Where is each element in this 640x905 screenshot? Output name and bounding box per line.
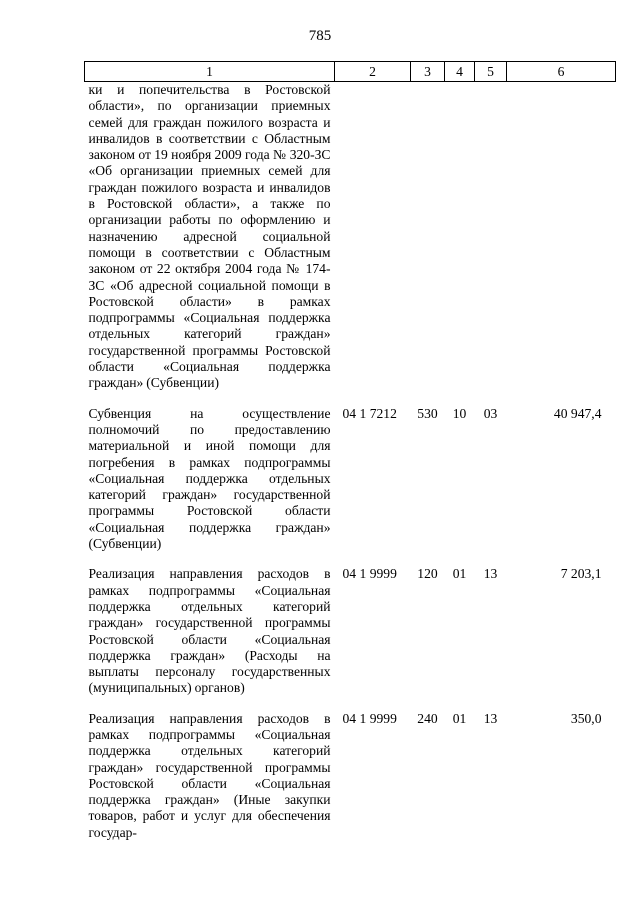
- amount: 40 947,4: [553, 405, 602, 421]
- table-row: [85, 711, 616, 841]
- amount: [507, 82, 616, 392]
- target-article-code: [335, 82, 411, 392]
- table-header-row: [85, 62, 616, 82]
- amount: 7 203,1: [560, 566, 602, 582]
- column-header: 6: [507, 62, 616, 82]
- section-code: [445, 82, 475, 392]
- target-article-code: 04 1 9999: [342, 710, 397, 726]
- subsection-code: 03: [483, 405, 498, 421]
- amount: 350,0: [570, 710, 602, 726]
- row-description: Субвенция на осуществление полномочий по предоставлению материальной и иной помощи для погребения в рамках подпрограммы «Социальная поддержка отдельных категорий граждан» государственной программы Ростовской области «Социальная поддержка граждан» (Субвенции): [88, 405, 331, 552]
- target-article-code: 04 1 7212: [342, 405, 397, 421]
- column-header: 2: [335, 62, 411, 82]
- page-number: 785: [308, 28, 332, 44]
- section-code: 01: [452, 710, 467, 726]
- subsection-code: 13: [483, 566, 498, 582]
- section-code: 10: [452, 405, 467, 421]
- column-header: 1: [85, 62, 335, 82]
- budget-table: [84, 61, 616, 841]
- target-article-code: 04 1 9999: [342, 566, 397, 582]
- subsection-code: 13: [483, 710, 498, 726]
- column-header: 3: [411, 62, 445, 82]
- expense-type-code: 240: [417, 710, 438, 726]
- expense-type-code: [411, 82, 445, 392]
- column-header: 4: [445, 62, 475, 82]
- section-code: 01: [452, 566, 467, 582]
- expense-type-code: 530: [417, 405, 438, 421]
- row-spacer: [85, 697, 616, 711]
- row-description: Реализация направления расходов в рамках подпрограммы «Социальная поддержка отдельных категорий граждан» государственной программы Ростовской области «Социальная поддержка граждан» (Расходы на выплаты персоналу государственных (муниципальных) органов): [88, 566, 331, 696]
- row-description: Реализация направления расходов в рамках подпрограммы «Социальная поддержка отдельных категорий граждан» государственной программы Ростовской области «Социальная поддержка граждан» (Иные закупки товаров, работ и услуг для обеспечения государ-: [88, 710, 331, 840]
- column-header: 5: [475, 62, 507, 82]
- row-description: ки и попечительства в Ростовской области», по организации приемных семей для граждан пожилого возраста и инвалидов в соответствии с Областным законом от 19 ноября 2009 года № 320-ЗС «Об организации приемных семей для граждан пожилого возраста и инвалидов в Ростовской области», а также по организации работы по оформлению и назначению адресной социальной помощи в соответствии с Областным законом от 22 октября 2004 года № 174-ЗС «Об адресной социальной помощи в Ростовской области» в рамках подпрограммы «Социальная поддержка отдельных категорий граждан» государственной программы Ростовской области «Социальная поддержка граждан» (Субвенции): [88, 82, 331, 391]
- table-row: [85, 566, 616, 696]
- table-row: [85, 406, 616, 553]
- expense-type-code: 120: [417, 566, 438, 582]
- row-spacer: [85, 392, 616, 406]
- row-spacer: [85, 552, 616, 566]
- table-row: [85, 82, 616, 392]
- subsection-code: [475, 82, 507, 392]
